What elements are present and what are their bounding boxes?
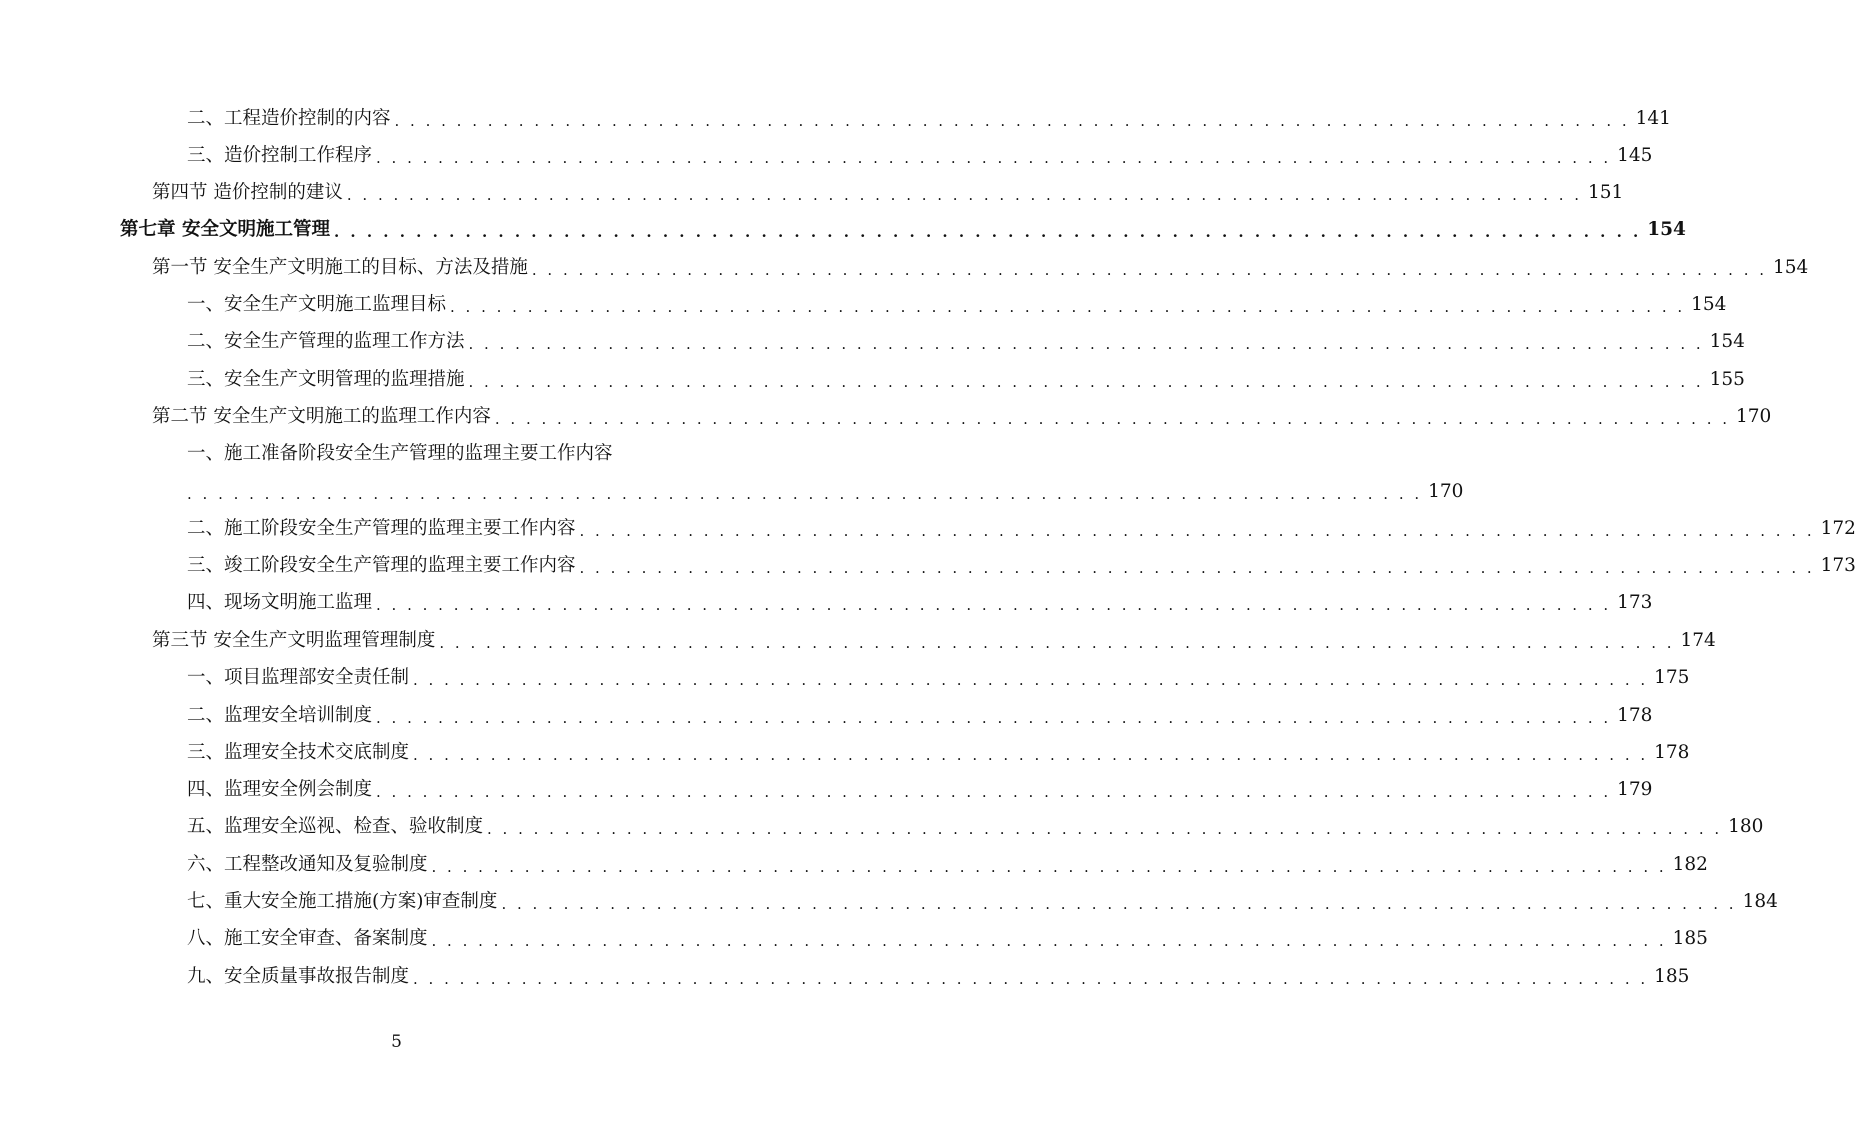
toc-page-number: 178: [1617, 705, 1653, 726]
toc-entry-title: 一、施工准备阶段安全生产管理的监理主要工作内容: [187, 443, 613, 464]
toc-page-number: 145: [1617, 145, 1653, 166]
toc-page-number: 173: [1617, 592, 1653, 613]
toc-page-number: 182: [1672, 854, 1708, 875]
toc-entry-title: 六、工程整改通知及复验制度: [187, 854, 428, 875]
toc-subsection-entry[interactable]: [187, 738, 1690, 768]
toc-subsection-entry[interactable]: [187, 514, 1856, 544]
toc-page-number: 184: [1742, 891, 1778, 912]
toc-dot-leader: . . . . . . . . . . . . . . . . . . . . . . . . . . . . . . . . . . . . . . . . . . . . . . . . . . . . . . . . . . . . . . . . . . . . . . . . . . . . . . . .: [487, 820, 1723, 838]
toc-subsection-entry[interactable]: [187, 924, 1708, 954]
toc-page-number: 185: [1654, 966, 1690, 987]
toc-dot-leader: . . . . . . . . . . . . . . . . . . . . . . . . . . . . . . . . . . . . . . . . . . . . . . . . . . . . . . . . . . . . . . . . . . . . . . . . . . . . . . . .: [450, 298, 1686, 316]
toc-entry-title: 第三节 安全生产文明监理管理制度: [152, 630, 436, 651]
toc-page-number: 154: [1647, 219, 1686, 240]
toc-subsection-entry[interactable]: [187, 812, 1764, 842]
toc-subsection-entry[interactable]: [187, 850, 1708, 880]
toc-page-number: 175: [1654, 667, 1690, 688]
toc-entry-title: 三、造价控制工作程序: [187, 145, 373, 166]
toc-page-number: 155: [1709, 369, 1745, 390]
toc-dot-leader: . . . . . . . . . . . . . . . . . . . . . . . . . . . . . . . . . . . . . . . . . . . . . . . . . . . . . . . . . . . . . . . . . . . . . . . . . . . . . . . .: [431, 932, 1667, 950]
toc-entry-title: 二、安全生产管理的监理工作方法: [187, 331, 465, 352]
toc-dot-leader: . . . . . . . . . . . . . . . . . . . . . . . . . . . . . . . . . . . . . . . . . . . . . . . . . . . . . . . . . . . . . . . . . . . . . . . . . . . . . . . .: [494, 410, 1731, 428]
toc-subsection-entry[interactable]: [187, 887, 1778, 917]
toc-entry-title: 四、现场文明施工监理: [187, 592, 373, 613]
toc-entry-title: 三、竣工阶段安全生产管理的监理主要工作内容: [187, 555, 576, 576]
toc-subsection-entry[interactable]: [187, 775, 1653, 805]
toc-dot-leader: . . . . . . . . . . . . . . . . . . . . . . . . . . . . . . . . . . . . . . . . . . . . . . . . . . . . . . . . . . . . . . . . . . . . . . . . . . . . . . . .: [413, 746, 1649, 764]
toc-page-number: 185: [1672, 928, 1708, 949]
toc-dot-leader: . . . . . . . . . . . . . . . . . . . . . . . . . . . . . . . . . . . . . . . . . . . . . . . . . . . . . . . . . . . . . . . . . . . . . . . . . . . . . . . .: [346, 186, 1583, 204]
toc-entry-title: 一、安全生产文明施工监理目标: [187, 294, 447, 315]
toc-entry-title: 二、监理安全培训制度: [187, 705, 373, 726]
toc-entry-title: 第二节 安全生产文明施工的监理工作内容: [152, 406, 491, 427]
toc-entry-title: 四、监理安全例会制度: [187, 779, 373, 800]
toc-subsection-entry[interactable]: [187, 477, 1464, 507]
toc-dot-leader: . . . . . . . . . . . . . . . . . . . . . . . . . . . . . . . . . . . . . . . . . . . . . . . . . . . . . . . . . . . . . . . . . . . . . . . . . . . . . . . .: [431, 858, 1667, 876]
toc-subsection-entry[interactable]: [187, 663, 1690, 693]
toc-section-entry[interactable]: [152, 402, 1772, 432]
toc-dot-leader: . . . . . . . . . . . . . . . . . . . . . . . . . . . . . . . . . . . . . . . . . . . . . . . . . . . . . . . . . . . . . . . . . . . . . . . . . . . . . . . .: [501, 895, 1737, 913]
toc-entry-title: 一、项目监理部安全责任制: [187, 667, 410, 688]
toc-subsection-entry[interactable]: [187, 551, 1856, 581]
toc-page-number: 141: [1635, 108, 1671, 129]
toc-page-number: 154: [1709, 331, 1745, 352]
toc-page-number: 174: [1680, 630, 1716, 651]
toc-subsection-entry[interactable]: [187, 701, 1653, 731]
toc-page-number: 170: [1428, 481, 1464, 502]
toc-page-number: 173: [1820, 555, 1856, 576]
toc-entry-title: 三、安全生产文明管理的监理措施: [187, 369, 465, 390]
toc-dot-leader: . . . . . . . . . . . . . . . . . . . . . . . . . . . . . . . . . . . . . . . . . . . . . . . . . . . . . . . . . . . . . . . . . . . . . . . . . . . . . . . .: [579, 559, 1815, 577]
page-number: 5: [391, 1032, 402, 1052]
toc-dot-leader: . . . . . . . . . . . . . . . . . . . . . . . . . . . . . . . . . . . . . . . . . . . . . . . . . . . . . . . . . . . . . . . . . . . . . . . . . . . . . . . .: [376, 709, 1612, 727]
toc-subsection-entry[interactable]: [187, 141, 1653, 171]
toc-entry-title: 二、施工阶段安全生产管理的监理主要工作内容: [187, 518, 576, 539]
toc-dot-leader: . . . . . . . . . . . . . . . . . . . . . . . . . . . . . . . . . . . . . . . . . . . . . . . . . . . . . . . . . . . . . . . . . . . . . . . . . . . . . . . .: [376, 783, 1612, 801]
toc-dot-leader: . . . . . . . . . . . . . . . . . . . . . . . . . . . . . . . . . . . . . . . . . . . . . . . . . . . . . . . . . . . . . . . . . . . . . . . . . . . . . . . .: [468, 335, 1704, 353]
toc-dot-leader: . . . . . . . . . . . . . . . . . . . . . . . . . . . . . . . . . . . . . . . . . . . . . . . . . . . . . . . . . . . . . . . . . . . . . . . . . . . . . . . .: [468, 373, 1704, 391]
toc-subsection-entry[interactable]: [187, 290, 1727, 320]
toc-entry-title: 八、施工安全审查、备案制度: [187, 928, 428, 949]
toc-entry-title: 七、重大安全施工措施(方案)审查制度: [187, 891, 498, 912]
toc-page-number: 170: [1736, 406, 1772, 427]
toc-section-entry[interactable]: [152, 253, 1809, 283]
toc-dot-leader: . . . . . . . . . . . . . . . . . . . . . . . . . . . . . . . . . . . . . . . . . . . . . . . . . . . . . . . . . . . . . . . . . . . . . . . . . . . . . . . .: [413, 671, 1649, 689]
toc-page-number: 154: [1773, 257, 1809, 278]
toc-dot-leader: . . . . . . . . . . . . . . . . . . . . . . . . . . . . . . . . . . . . . . . . . . . . . . . . . . . . . . . . . . . . . . . . . . . . . . . . . . . . . . . .: [531, 261, 1768, 279]
toc-page-number: 154: [1691, 294, 1727, 315]
toc-page-number: 172: [1820, 518, 1856, 539]
toc-dot-leader: . . . . . . . . . . . . . . . . . . . . . . . . . . . . . . . . . . . . . . . . . . . . . . . . . . . . . . . . . . . . . . . . . . . . . . . . . . . . . . . .: [376, 149, 1612, 167]
toc-chapter-entry[interactable]: [120, 215, 1686, 245]
toc-section-entry[interactable]: [152, 178, 1624, 208]
toc-subsection-entry[interactable]: [187, 365, 1745, 395]
toc-page-number: 151: [1588, 182, 1624, 203]
toc-dot-leader: . . . . . . . . . . . . . . . . . . . . . . . . . . . . . . . . . . . . . . . . . . . . . . . . . . . . . . . . . . . . . . . . . . . . . . . . . . . . . . . .: [439, 634, 1675, 652]
toc-subsection-entry[interactable]: [187, 439, 675, 469]
toc-subsection-entry[interactable]: [187, 327, 1745, 357]
toc-page-number: 178: [1654, 742, 1690, 763]
toc-subsection-entry[interactable]: [187, 962, 1690, 992]
toc-entry-title: 九、安全质量事故报告制度: [187, 966, 410, 987]
toc-entry-title: 二、工程造价控制的内容: [187, 108, 391, 129]
toc-page-number: 179: [1617, 779, 1653, 800]
toc-subsection-entry[interactable]: [187, 588, 1653, 618]
toc-dot-leader: . . . . . . . . . . . . . . . . . . . . . . . . . . . . . . . . . . . . . . . . . . . . . . . . . . . . . . . . . . . . . . . . . . . . . . . . . . . . . . . .: [579, 522, 1815, 540]
toc-entry-title: 五、监理安全巡视、检查、验收制度: [187, 816, 484, 837]
toc-entry-title: 第七章 安全文明施工管理: [120, 219, 330, 240]
toc-dot-leader: . . . . . . . . . . . . . . . . . . . . . . . . . . . . . . . . . . . . . . . . . . . . . . . . . . . . . . . . . . . . . . . . . . . . . . . . . . . . . . . .: [376, 596, 1612, 614]
toc-dot-leader: . . . . . . . . . . . . . . . . . . . . . . . . . . . . . . . . . . . . . . . . . . . . . . . . . . . . . . . . . . . . . . . . . . . . . . . . . . . . . . . .: [394, 112, 1630, 130]
toc-entry-title: 三、监理安全技术交底制度: [187, 742, 410, 763]
toc-entry-title: 第一节 安全生产文明施工的目标、方法及措施: [152, 257, 528, 278]
toc-dot-leader: . . . . . . . . . . . . . . . . . . . . . . . . . . . . . . . . . . . . . . . . . . . . . . . . . . . . . . . . . . . . . . . . . . . . . . . . . . . . . . . .: [413, 970, 1649, 988]
toc-section-entry[interactable]: [152, 626, 1716, 656]
toc-dot-leader: . . . . . . . . . . . . . . . . . . . . . . . . . . . . . . . . . . . . . . . . . . . . . . . . . . . . . . . . . . . . . . . . . . . . . . . . . . . . . . . .: [333, 223, 1642, 241]
toc-subsection-entry[interactable]: [187, 104, 1671, 134]
toc-dot-leader: . . . . . . . . . . . . . . . . . . . . . . . . . . . . . . . . . . . . . . . . . . . . . . . . . . . . . . . . . . . . . . . . . . . . . . . . . . . . . . . .: [187, 485, 1423, 503]
toc-entry-title: 第四节 造价控制的建议: [152, 182, 343, 203]
toc-page-number: 180: [1728, 816, 1764, 837]
